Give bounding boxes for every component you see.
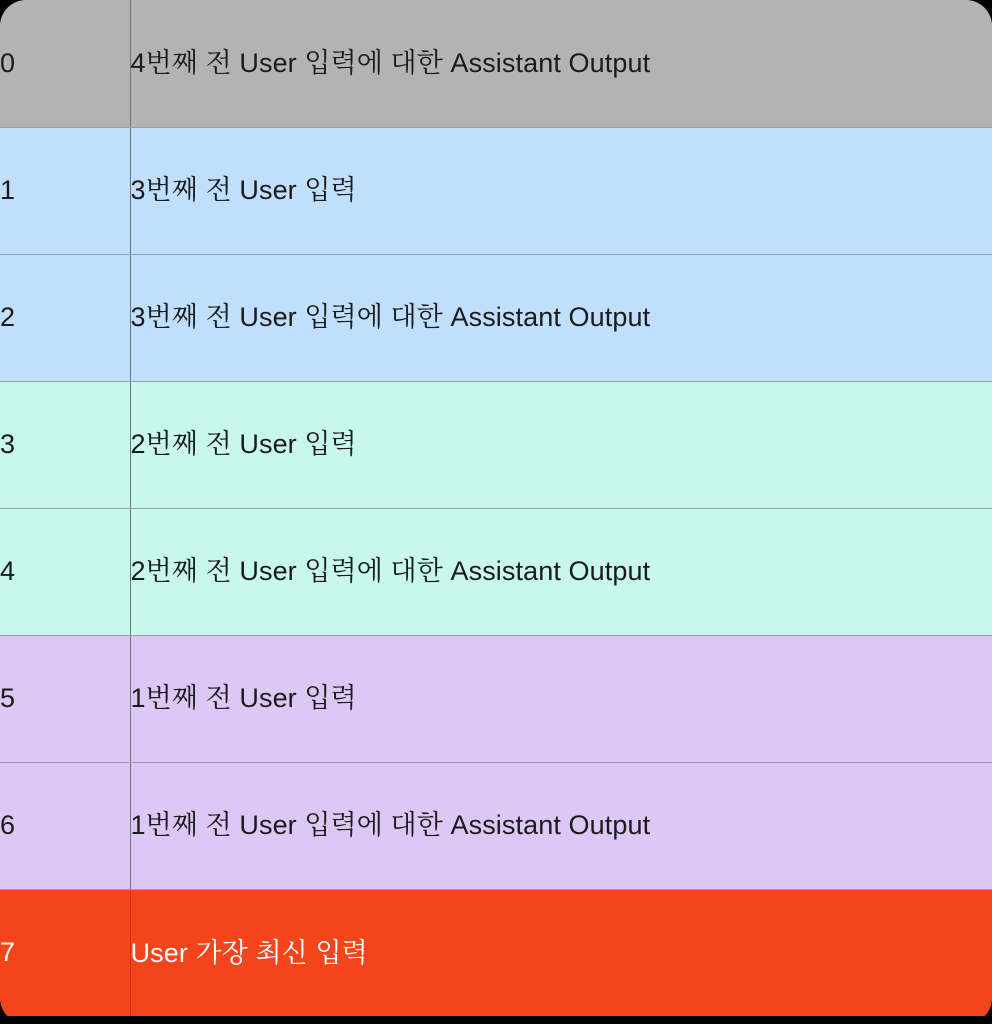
table-row [0,0,992,127]
row-content-cell: 3번째 전 User 입력 [130,127,992,254]
row-content-cell: 2번째 전 User 입력에 대한 Assistant Output [130,508,992,635]
row-index-cell: 4 [0,508,130,635]
row-index-cell: 7 [0,889,130,1016]
row-index-cell: 1 [0,127,130,254]
row-content-cell: User 가장 최신 입력 [130,889,992,1016]
table-row [0,127,992,254]
row-content-cell: 1번째 전 User 입력에 대한 Assistant Output [130,762,992,889]
row-index-cell: 3 [0,381,130,508]
row-index-cell: 2 [0,254,130,381]
row-content-cell: 1번째 전 User 입력 [130,635,992,762]
table-row [0,889,992,1016]
row-index-cell: 6 [0,762,130,889]
row-index-cell: 0 [0,0,130,127]
row-index-cell: 5 [0,635,130,762]
table-row [0,381,992,508]
table-row [0,508,992,635]
table-row [0,635,992,762]
row-content-cell: 2번째 전 User 입력 [130,381,992,508]
table-row [0,762,992,889]
row-content-cell: 4번째 전 User 입력에 대한 Assistant Output [130,0,992,127]
table-row [0,254,992,381]
row-content-cell: 3번째 전 User 입력에 대한 Assistant Output [130,254,992,381]
